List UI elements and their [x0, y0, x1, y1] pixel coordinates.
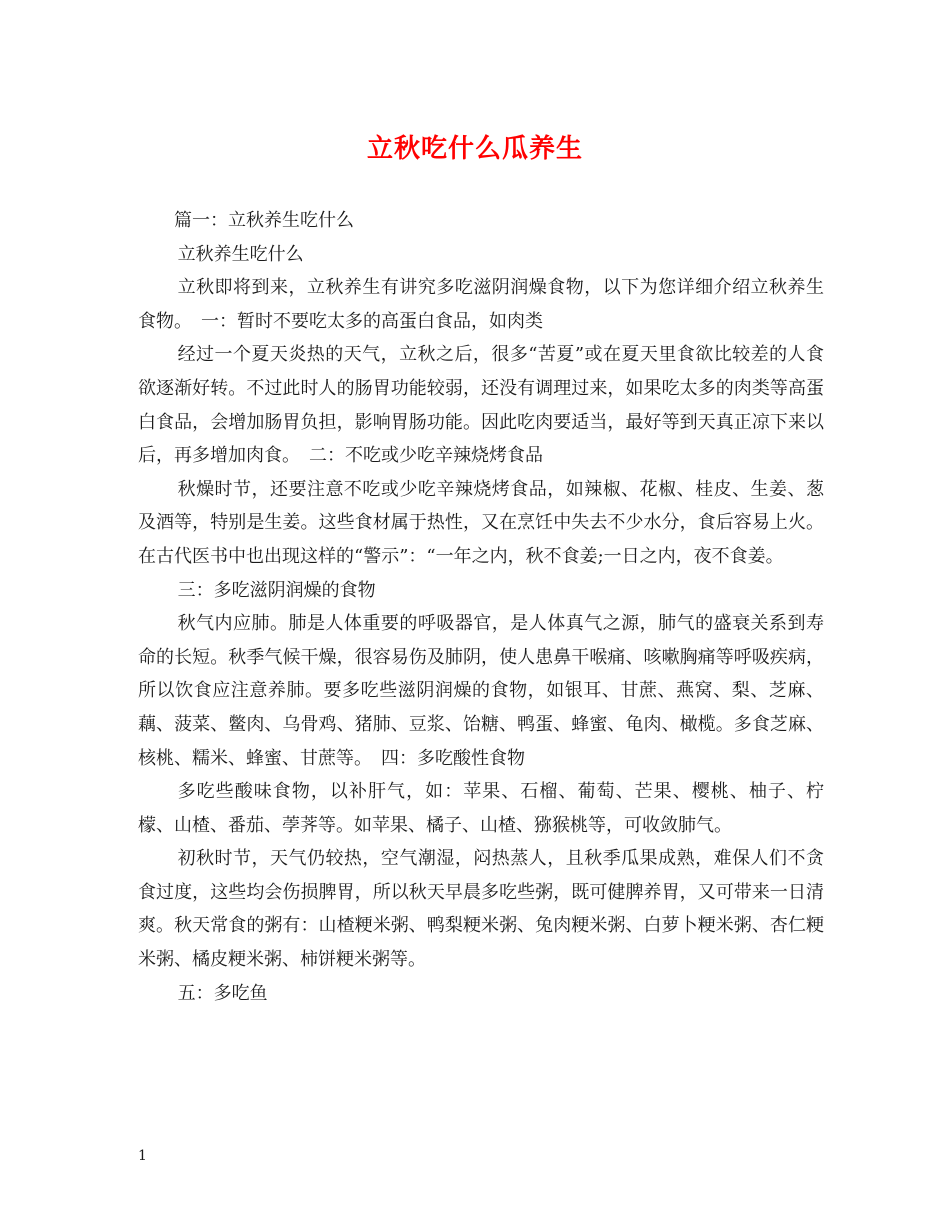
paragraph-porridge: 初秋时节，天气仍较热，空气潮湿，闷热蒸人，且秋季瓜果成熟，难保人们不贪食过度，这些均会伤损脾胃，所以秋天早晨多吃些粥，既可健脾养胃，又可带来一日清爽。秋天常食的粥有：山楂粳米粥、鸭梨粳米粥、兔肉粳米粥、白萝卜粳米粥、杏仁粳米粥、橘皮粳米粥、柿饼粳米粥等。 — [138, 848, 824, 971]
paragraph-protein: 经过一个夏天炎热的天气，立秋之后，很多“苦夏”或在夏天里食欲比较差的人食欲逐渐好转。不过此时人的肠胃功能较弱，还没有调理过来，如果吃太多的肉类等高蛋白食品，会增加肠胃负担，影响胃肠功能。因此吃肉要适当，最好等到天真正凉下来以后，再多增加肉食。 二：不吃或少吃辛辣烧烤食品 — [138, 344, 824, 467]
paragraph-acidic: 多吃些酸味食物，以补肝气，如：苹果、石榴、葡萄、芒果、樱桃、柚子、柠檬、山楂、番茄、荸荠等。如苹果、橘子、山楂、猕猴桃等，可收敛肺气。 — [138, 781, 824, 836]
page-number: 1 — [138, 1148, 147, 1164]
paragraph-spicy: 秋燥时节，还要注意不吃或少吃辛辣烧烤食品，如辣椒、花椒、桂皮、生姜、葱及酒等，特别是生姜。这些食材属于热性，又在烹饪中失去不少水分，食后容易上火。在古代医书中也出现这样的“警示”：“一年之内，秋不食姜;一日之内，夜不食姜。 — [138, 478, 824, 567]
subsection-heading: 立秋养生吃什么 — [177, 243, 304, 265]
section-heading-1: 篇一：立秋养生吃什么 — [174, 210, 354, 231]
document-body — [138, 204, 824, 1010]
document-title: 立秋吃什么瓜养生 — [366, 134, 583, 164]
paragraph-intro: 立秋即将到来，立秋养生有讲究多吃滋阴润燥食物，以下为您详细介绍立秋养生食物。 一：暂时不要吃太多的高蛋白食品，如肉类 — [138, 277, 824, 332]
section-heading-5: 五：多吃鱼 — [177, 982, 268, 1004]
section-heading-3: 三：多吃滋阴润燥的食物 — [177, 579, 376, 601]
paragraph-lungs: 秋气内应肺。肺是人体重要的呼吸器官，是人体真气之源，肺气的盛衰关系到寿命的长短。秋季气候干燥，很容易伤及肺阴，使人患鼻干喉痛、咳嗽胸痛等呼吸疾病，所以饮食应注意养肺。要多吃些滋阴润燥的食物，如银耳、甘蔗、燕窝、梨、芝麻、藕、菠菜、鳖肉、乌骨鸡、猪肺、豆浆、饴糖、鸭蛋、蜂蜜、龟肉、橄榄。多食芝麻、核桃、糯米、蜂蜜、甘蔗等。 四：多吃酸性食物 — [138, 613, 824, 769]
